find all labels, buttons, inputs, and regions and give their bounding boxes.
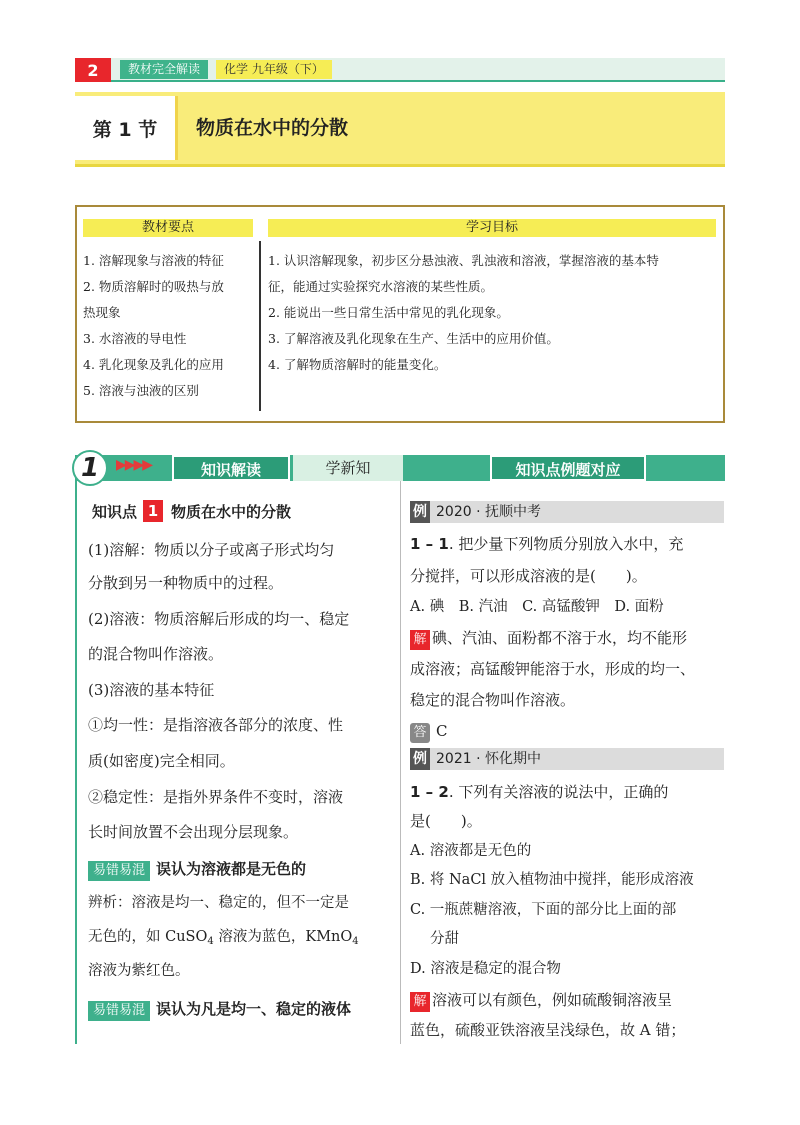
tab-knowledge-reading: 知识解读 bbox=[172, 455, 290, 481]
learning-goal: 3. 了解溶液及乳化现象在生产、生活中的应用价值。 bbox=[268, 331, 559, 346]
option-line: D. 溶液是稳定的混合物 bbox=[410, 961, 561, 977]
body-line: ①均一性：是指溶液各部分的浓度、性 bbox=[88, 716, 344, 734]
knowledge-point-heading bbox=[92, 500, 291, 522]
answer-line: 答 C bbox=[410, 715, 447, 748]
body-line: (2)溶液：物质溶解后形成的均一、稳定 bbox=[88, 610, 350, 628]
question-line: 分搅拌，可以形成溶液的是( )。 bbox=[410, 567, 647, 585]
example-source: 2021 · 怀化期中 bbox=[436, 751, 541, 767]
example-source-bar bbox=[410, 501, 724, 523]
body-line: 长时间放置不会出现分层现象。 bbox=[88, 823, 299, 841]
kp-label: 知识点 bbox=[92, 502, 138, 521]
solution-line: 解 碘、汽油、面粉都不溶于水，均不能形 bbox=[410, 622, 687, 655]
page-number: 2 bbox=[75, 58, 111, 82]
key-point: 热现象 bbox=[83, 305, 121, 320]
section-number: 第 1 节 bbox=[75, 96, 178, 160]
book-title: 教材完全解读 bbox=[120, 60, 208, 79]
key-point: 3. 水溶液的导电性 bbox=[83, 331, 187, 346]
body-line: (1)溶解：物质以分子或离子形式均匀 bbox=[88, 541, 335, 559]
error-tag: 易错易混 bbox=[88, 861, 150, 881]
solution-line: 稳定的混合物叫作溶液。 bbox=[410, 691, 576, 709]
key-points-list bbox=[83, 248, 255, 404]
example-source: 2020 · 抚顺中考 bbox=[436, 504, 541, 520]
answer-badge: 答 bbox=[410, 723, 430, 743]
example-badge: 例 bbox=[410, 748, 430, 770]
body-line: ②稳定性：是指外界条件不变时，溶液 bbox=[88, 788, 344, 806]
analysis-line: 溶液为紫红色。 bbox=[88, 963, 190, 979]
kp-number: 1 bbox=[143, 500, 163, 522]
question-line: 是( )。 bbox=[410, 812, 482, 830]
error-tag: 易错易混 bbox=[88, 1001, 150, 1021]
column-divider bbox=[400, 481, 401, 1044]
error-text: 误认为凡是均一、稳定的液体 bbox=[156, 1000, 352, 1018]
subject-grade: 化学 九年级（下） bbox=[216, 60, 332, 79]
key-point: 2. 物质溶解时的吸热与放 bbox=[83, 279, 224, 294]
tab-example-matching: 知识点例题对应 bbox=[490, 455, 646, 481]
kp-title: 物质在水中的分散 bbox=[171, 502, 292, 521]
learning-goal: 2. 能说出一些日常生活中常见的乳化现象。 bbox=[268, 305, 509, 320]
module-number-badge: 1 bbox=[72, 450, 108, 486]
options-line: A. 碘 B. 汽油 C. 高锰酸钾 D. 面粉 bbox=[410, 599, 664, 615]
common-error-2 bbox=[88, 993, 351, 1026]
question-line: 1 – 2. 下列有关溶液的说法中，正确的 bbox=[410, 783, 669, 801]
solution-badge: 解 bbox=[410, 630, 430, 650]
arrow-icon: ▶▶▶▶ bbox=[116, 457, 152, 473]
analysis-line: 辨析：溶液是均一、稳定的，但不一定是 bbox=[88, 895, 349, 911]
error-text: 误认为溶液都是无色的 bbox=[156, 860, 307, 878]
learning-goals-list bbox=[268, 248, 720, 378]
body-line: (3)溶液的基本特征 bbox=[88, 681, 215, 699]
solution-line: 蓝色，硫酸亚铁溶液呈浅绿色，故 A 错； bbox=[410, 1021, 686, 1039]
key-points-heading: 教材要点 bbox=[83, 219, 253, 237]
tab-learn-new: 学新知 bbox=[293, 455, 403, 481]
question-line: 1 – 1. 把少量下列物质分别放入水中，充 bbox=[410, 535, 684, 553]
section-title: 物质在水中的分散 bbox=[196, 117, 349, 139]
learning-goal: 征，能通过实验探究水溶液的某些性质。 bbox=[268, 279, 494, 294]
key-point: 5. 溶液与浊液的区别 bbox=[83, 383, 199, 398]
key-point: 1. 溶解现象与溶液的特征 bbox=[83, 253, 224, 268]
option-line: A. 溶液都是无色的 bbox=[410, 843, 532, 859]
overview-divider bbox=[259, 241, 261, 411]
option-line: B. 将 NaCl 放入植物油中搅拌，能形成溶液 bbox=[410, 872, 694, 888]
analysis-line: 无色的，如 CuSO$_4$ 溶液为蓝色，KMnO$_4$ bbox=[88, 929, 359, 947]
common-error-1 bbox=[88, 853, 306, 886]
body-line: 的混合物叫作溶液。 bbox=[88, 645, 224, 663]
learning-goals-heading: 学习目标 bbox=[268, 219, 716, 237]
option-line: 分甜 bbox=[430, 931, 459, 947]
key-point: 4. 乳化现象及乳化的应用 bbox=[83, 357, 224, 372]
learning-goal: 4. 了解物质溶解时的能量变化。 bbox=[268, 357, 447, 372]
example-badge: 例 bbox=[410, 501, 430, 523]
solution-line: 成溶液；高锰酸钾能溶于水，形成的均一、 bbox=[410, 660, 696, 678]
learning-goal: 1. 认识溶解现象，初步区分悬浊液、乳浊液和溶液，掌握溶液的基本特 bbox=[268, 253, 659, 268]
body-line: 分散到另一种物质中的过程。 bbox=[88, 574, 284, 592]
option-line: C. 一瓶蔗糖溶液，下面的部分比上面的部 bbox=[410, 902, 677, 918]
solution-badge: 解 bbox=[410, 992, 430, 1012]
body-line: 质(如密度)完全相同。 bbox=[88, 752, 235, 770]
example-source-bar bbox=[410, 748, 724, 770]
solution-line: 解 溶液可以有颜色，例如硫酸铜溶液呈 bbox=[410, 984, 672, 1017]
